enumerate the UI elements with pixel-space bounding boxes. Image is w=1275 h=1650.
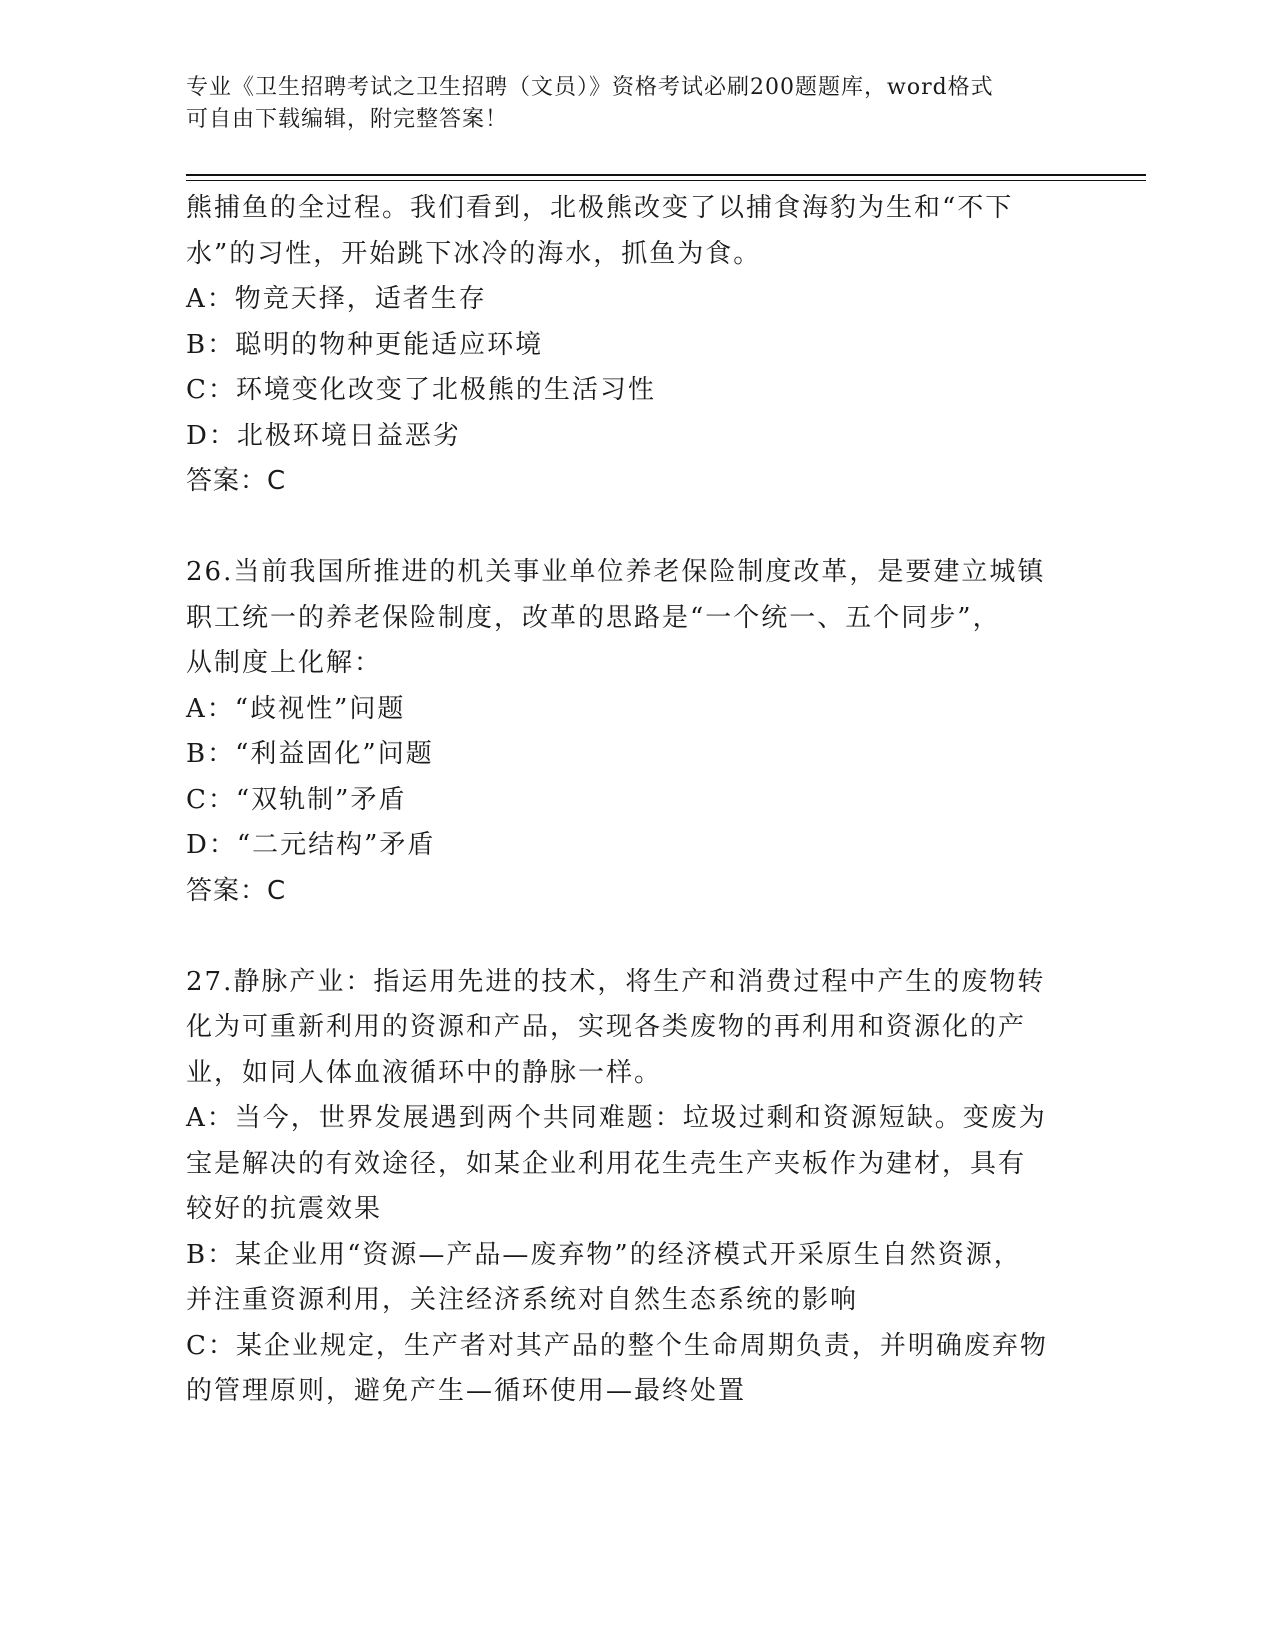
option-d: D：北极环境日益恶劣	[186, 420, 461, 451]
document-body	[186, 186, 1086, 1415]
answer: 答案：C	[186, 466, 287, 496]
question-text-line: 业，如同人体血液循环中的静脉一样。	[186, 1057, 663, 1088]
option-b-line: B：某企业用“资源—产品—废弃物”的经济模式开采原生自然资源，	[186, 1239, 1022, 1270]
spacer	[186, 505, 1086, 551]
option-b: B：聪明的物种更能适应环境	[186, 329, 544, 360]
answer: 答案：C	[186, 875, 287, 906]
option-b-line: 并注重资源利用，关注经济系统对自然生态系统的影响	[186, 1285, 859, 1315]
option-a: A：物竞天择，适者生存	[186, 284, 487, 314]
option-a-line: 宝是解决的有效途径，如某企业利用花生壳生产夹板作为建材，具有	[186, 1148, 1027, 1179]
document-header	[186, 72, 1066, 136]
option-a-line: 较好的抗震效果	[186, 1194, 383, 1224]
question-26	[186, 550, 1086, 914]
option-b: B：“利益固化”问题	[186, 739, 434, 769]
option-a: A：“歧视性”问题	[186, 693, 406, 724]
option-c-line: 的管理原则，避免产生—循环使用—最终处置	[186, 1376, 747, 1406]
option-c-line: C：某企业规定，生产者对其产品的整个生命周期负责，并明确废弃物	[186, 1330, 1048, 1361]
question-text-line: 水”的习性，开始跳下冰冷的海水，抓鱼为食。	[186, 238, 762, 269]
question-text-line: 27.静脉产业：指运用先进的技术，将生产和消费过程中产生的废物转	[186, 966, 1046, 997]
option-c: C：“双轨制”矛盾	[186, 784, 407, 815]
header-line-1: 专业《卫生招聘考试之卫生招聘（文员）》资格考试必刷200题题库，word格式	[186, 75, 994, 100]
question-text-line: 职工统一的养老保险制度，改革的思路是“一个统一、五个同步”，	[186, 602, 1001, 633]
spacer	[186, 914, 1086, 960]
question-text-line: 化为可重新利用的资源和产品，实现各类废物的再利用和资源化的产	[186, 1012, 1027, 1042]
question-text-line: 26.当前我国所推进的机关事业单位养老保险制度改革，是要建立城镇	[186, 557, 1046, 587]
question-27	[186, 960, 1086, 1415]
question-25	[186, 186, 1086, 505]
option-c: C：环境变化改变了北极熊的生活习性	[186, 375, 656, 405]
option-d: D：“二元结构”矛盾	[186, 830, 436, 860]
header-rule-thin	[186, 180, 1146, 181]
header-line-2: 可自由下载编辑，附完整答案！	[186, 107, 509, 132]
header-rule-thick	[186, 174, 1146, 176]
question-text-line: 熊捕鱼的全过程。我们看到，北极熊改变了以捕食海豹为生和“不下	[186, 193, 1014, 223]
question-text-line: 从制度上化解：	[186, 648, 383, 678]
option-a-line: A：当今，世界发展遇到两个共同难题：垃圾过剩和资源短缺。变废为	[186, 1103, 1047, 1133]
